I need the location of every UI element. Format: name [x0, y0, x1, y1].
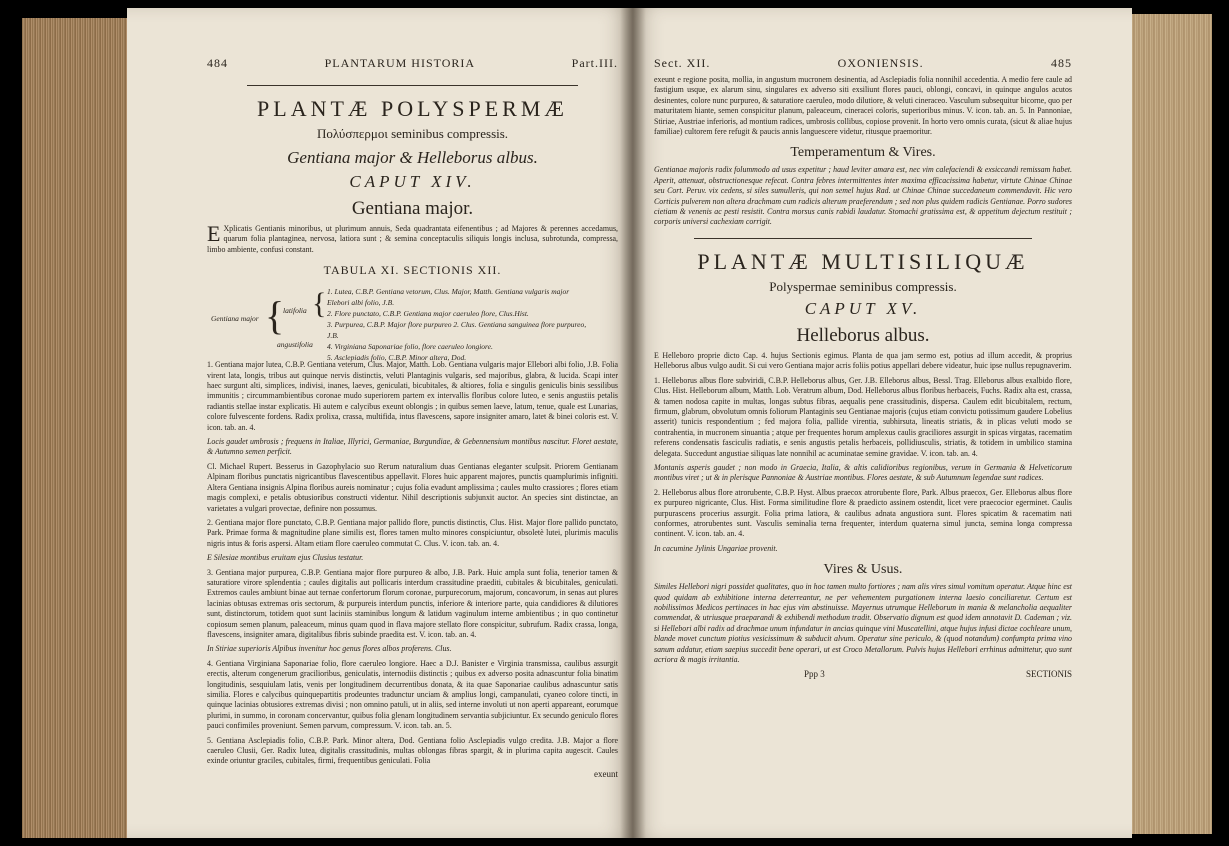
body-paragraph: Similes Hellebori nigri possidet qualitates, quo in hoc tamen multo fortiores ; nam alis vires simul vomitum operatur. Atque hinc est quod quidam ab exhibitione interna deterreantur, ne per vehementem purgationem interna laesio conciliaretur. Certum est nobilissimos Medicos pertinaces in hac ejus vim abstinuisse. Mayernus utrumque Helleborum in mania & melancholia aequaliter commendat, & utriusque praeparandi & exhibendi methodum tradit. Observatio dignum est quod idem annotavit D. Cademan ; viz. si Hellebori albi radix ad drachmae unum infundatur in ancias quinque vini Muscatellini, atque hujus infusi dictae cochleare unum, blande movet cunctum piotius vesicissimum & subducit alvum. Operatur sine periculo, & (quod notandum) confumpta prima vino sanum addatur, etiam saepius succedit bene operari, ut est Croco Metallorum. Pulvis hujus Hellebori errhinus admittetur, quo sunt acriora & magis irritantia.: [654, 582, 1072, 665]
synopsis-items: [327, 286, 592, 363]
drop-cap: E: [207, 221, 221, 246]
intro-paragraph: E Helleboro proprie dicto Cap. 4. hujus Sectionis egimus. Planta de qua jam sermo est, potius ad illum accedit, & proprius Helleborus albus vulgo audit. Si cui vero Gentiana major acris foliis potius appellari debere videatur, huic ipse nullus repugnaverim.: [654, 350, 1072, 371]
body-paragraph: Gentianae majoris radix folummodo ad usus expetitur ; haud leviter amara est, nec vim calefaciendi & exsiccandi remissam habet. Aperit, attenuat, obstructionesque refecat. Contra febres intermittentes inter maxima efficacissima habetur, virtute Chinae Chinae seu Cort. Peruv. vix cedens, si siles sumulleris, qui non semel hujus Rad. ut Chinae Chinae succedaneum commendavit. Hic vero Corticis pulverem non altera drachmam cum radicis alterum praeferendum ; sed non plus quidem radicis Gentianae. Porro sudores cietiam & venenis ac pesti resistit. Contra morsus canis rabidi laudatur. Stomachi gratissima est, & appetitum dejectum restituit ; corporis universi cachexiam corrigit.: [654, 165, 1072, 227]
body-paragraph: 2. Helleborus albus flore atrorubente, C.B.P. Hyst. Albus praecox atrorubente flore, Park. Albus praecox, Ger. Elleborus albus flore ex purpureo nigricante, Clus. Hist. Forma similitudine flore & praedicto assinem ostendit, licet vere praecocior egerminet. Caulis purpurascens procerius assurgit. Folia prima latiora, & caulibus adnata angustiora sunt. Flores spicatim & racematim nati conformes, atrorubentes sunt. Vasculis seminalia terna frequenter, interdum quaterna simul juncta, semina longa compressa continent. V. icon. tab. an. 4.: [654, 487, 1072, 539]
page-edges-right: [1122, 14, 1212, 834]
synopsis-item: 5. Asclepiadis folio, C.B.P. Minor altera, Dod.: [327, 353, 467, 363]
italic-title: Gentiana major & Helleborus albus.: [287, 148, 538, 167]
body-paragraph: 1. Gentiana major lutea, C.B.P. Gentiana veterum, Clus. Major, Matth. Lob. Gentiana vulgaris major Ellebori albi folio, J.B. Folia virent lata, longis, tribus aut quinque nervis distinctis, veluti Plantaginis vulgaris, sed majoribus, glabra, & lucida. Scapi inter haec surgunt alti, simplices, indivisi, inanes, laeves, geniculati, bicubitales, & altiores, folia e singulis geniculis binis sessilibus immunitis ; circummambientibus coronae mudo superiorem partem ex intervallis floribus colore luteo, e senis angustiis petalis radiantis stellae instar explicatis. Hi autem e calycibus exeunt oblongis ; in quibus semen laeve, latum, tenue, quale est Lunarias, colore fulvescente fordens. Radix prolixa, crassa, multifida, intus flavescens, sapore insigniter amaro, latet & binei coloris est. V. icon. tab. an. 4.: [207, 360, 618, 432]
subtitle: Πολύσπερμοι seminibus compressis.: [316, 126, 509, 141]
right-page: [632, 8, 1132, 838]
section-subheading: Vires & Usus.: [823, 562, 903, 578]
brace-icon: {: [312, 287, 327, 321]
intro-paragraph: E Xplicatis Gentianis minoribus, ut plurimum annuis, Seda quadrantata eifenentibus ; ad Majores & perennes accedamus, quarum folia plantaginea, nervosa, latiora sunt ; & semina conceptaculis siliquis longis inclusa, subrotunda, compressa, limbo ambiente, confusi constant.: [207, 221, 618, 254]
body-paragraph: 3. Gentiana major purpurea, C.B.P. Gentiana major flore purpureo & albo, J.B. Park. Huic ampla sunt folia, tenerior tamen & saturatiore virore splendentia ; caules digitalis aut pollicaris interdum crassitudine praediti, cubitales & bicubitales, geniculati. Extremos caules ambiunt binae aut ternae confertorum florum coronae, purpurecorum, majorum, concavorum, in senas aut plures lacinias obtusas extremas oris sectorum, & purpureis interdum punctis, inferiore & interiore parte, quia candidiores & dilutiores sunt, distinctorum, totidem quot sunt laciniis staminibus longum & latidum vaginulum interne ambientibus ; in quo continetur copiosum semen planum, paleaceum, minus quam quod in flava majore stellato flore conspicitur, subrufum. Radix crassa, longa, flavescens, insigniter amara, digitalibus fibris subinde praedita est. V. icon. tab. an. 4.: [207, 567, 618, 639]
caput-label: CAPUT XIV.: [349, 172, 476, 191]
tabula-heading: TABULA XI. SECTIONIS XII.: [323, 263, 502, 278]
body-paragraph: 4. Gentiana Virginiana Saponariae folio, flore caeruleo longiore. Haec a D.J. Banister e Virginia transmissa, caulibus assurgit erectis, alterum congenerum gracilioribus, geniculatis, internodiis distinctis ; quibus ex adverso posita adnascuntur folia binatim longitudinis, sesquiulam latis, venis per longitudinem decurrentibus donata, & ita quae Saponariae caulibus adnascuntur satis similia. Flores e calycibus quinquepartitis prodeuntes tradunctur unciam & amplius longi, campanulati, cyaneo colore tincti, in quinque lacinias obtusiores extremas divisi ; non omnino patuli, ut in aliis, sed interne involuti ut non aperti appareant, eorumque plurimi, in summo, in coronam concervantur, quibus folia glenam longitudinem servantia subjiciuntur. Ex secundo geniculo flores pauci confimiles proveniunt. Semen parvum, compressum. V. icon. tab. an. 5.: [207, 658, 619, 731]
section-heading: Gentiana major.: [351, 198, 474, 219]
subtitle: Polyspermae seminibus compressis.: [769, 278, 957, 294]
synopsis-root: Gentiana major: [211, 314, 259, 324]
body-paragraph: Locis gaudet umbrosis ; frequens in Italiae, Illyrici, Germaniae, Burgundiae, & Gebennensium montibus nascitur. Floret aestate, & Autumno semen perficit.: [207, 437, 618, 457]
brace-icon: {: [265, 293, 285, 339]
body-paragraph: In Stiriae superioris Alpibus invenitur hoc genus flores albos proferens. Clus.: [207, 644, 452, 654]
page-number: 485: [1050, 56, 1072, 70]
body-paragraph: 2. Gentiana major flore punctato, C.B.P. Gentiana major pallido flore, punctis distinctis, Clus. Hist. Major flore pallido punctato, Park. Primae forma & magnitudine plane similis est, flores tamen multo minores conspiciuntur, obsoletè lutei, plurimis maculis nigris intus & foris aspersi. Altam etiam flore caeruleo commutat C. Clus. V. icon. tab. an. 4.: [207, 517, 618, 548]
page-number: 484: [207, 56, 228, 70]
page-footer: [654, 669, 1072, 679]
head-rule: [247, 85, 578, 86]
page-edges-left: [22, 18, 132, 838]
section-heading: Helleborus albus.: [796, 324, 930, 346]
main-title: PLANTÆ POLYSPERMÆ: [257, 96, 568, 121]
synopsis-item: 4. Virginiana Saponariae folio, flore caeruleo longiore.: [327, 342, 493, 352]
synopsis-item: 1. Lutea, C.B.P. Gentiana vetorum, Clus. Major, Matth. Gentiana vulgaris major Elebori albi folio, J.B.: [327, 287, 570, 308]
synopsis-group-angustifolia: angustifolia: [277, 340, 313, 350]
section-subheading: Temperamentum & Vires.: [790, 145, 936, 161]
catchword: exeunt: [594, 768, 618, 779]
caput-label: CAPUT XV.: [804, 298, 922, 318]
section-label: Sect. XII.: [654, 56, 711, 70]
body-paragraph: Montanis asperis gaudet ; non modo in Graecia, Italia, & altis calidioribus regionibus, verum in Germania & Helveticorum montibus viret ; ut & in plerisque Pannoniae & Austriae montibus. Flores aestate, & sub Autumnum legendae sunt radices.: [654, 462, 1072, 483]
synopsis-table: [207, 284, 618, 363]
main-title: PLANTÆ MULTISILIQUÆ: [697, 248, 1029, 274]
body-paragraph: 5. Gentiana Asclepiadis folio, C.B.P. Park. Minor altera, Dod. Gentiana folio Asclepiadis vulgo credita. J.B. Major a flore caeruleo Clusii, Ger. Radix lutea, digitalis crassitudinis, multas oblongas fibras spargit, & in plurima capita augescit. Caules exinde oriuntur graciles, cubitales, firmi, frequentibus geniculati. Folia: [207, 735, 618, 766]
body-paragraph: exeunt e regione posita, mollia, in angustum mucronem desinentia, ad Asclepiadis folia nonnihil accedentia. A medio fere caule ad fastigium usque, ex alarum sinu, singulares ex adverso siti exsiliunt flores pauci, oblongi, concavi, in quinque angulos acutos desinentes, colore nunc purpureo, & saturatiore caeruleo, modo dilutiore, & veluti cineraceo. Vasculum subsequitur bicorne, quo per maturitatem hiante, semen conspicitur planum, paleaceum, cineracei coloris, superioribus minus. V. icon. tab. an. 5. In Pannoniae, Stiriae, Austriae inferioris, ad montium radices, umbrosis collibus, copiose provenit. In horto vero omnis curata, (sicut & aliae hujus familiae) cultorem fere refugit & paucis annis languescere videtur, ritusque praemoritur.: [654, 75, 1072, 137]
running-title: PLANTARUM HISTORIA: [324, 56, 476, 70]
body-paragraph: 1. Helleborus albus flore subviridi, C.B.P. Helleborus albus, Ger. J.B. Elleborus albus, Bessl. Trag. Elleborus albus exalbido flore, Clus. Hist. Helleborum album, Matth. Lob. Veratrum album, Dod. Helleborus albus floribus herbaceis, Fuchs. Radix alta est, crassa, & tamen nodosa capite in multas, longas subtus fibras, aequalis pene crassitudinis, dispersa. Caulem edit bicubitalem, rectum, firmum, glabrum, obvolutum omnis foliorum Plantaginis seu Gentianae majoris (cujus etiam convictu potissimum gaudere Lobelius asserit) tunicis respondentium ; fed majora folia, pallide virentia, subhirsuta, lineatis striatis, & in plicas veluti modo se contrahentia, in mucronem sinuantia ; atque per frequentes horum amplexus caulis graciliores assurgit in spicas virgatas, racematim referens condensatis fasciculis radiatis, e senis angustis petalis herbaceis, pollidiusculis, striatis, & totidem in umbilico stamina delegata. Succedunt angustiae siliquas late nonnihil ac acuminatae semine gravidae. V. icon. tab. an. 4.: [654, 375, 1072, 458]
synopsis-group-latifolia: latifolia: [283, 306, 307, 316]
running-title: OXONIENSIS.: [837, 56, 924, 70]
book-gutter: [620, 8, 646, 838]
book: [22, 8, 1212, 838]
section-rule: [694, 238, 1032, 239]
synopsis-item: 3. Purpurea, C.B.P. Major flore purpureo 2. Clus. Gentiana sanguinea flore purpureo, J.B.: [327, 320, 587, 341]
synopsis-item: 2. Flore punctato, C.B.P. Gentiana major caeruleo flore, Clus.Hist.: [327, 309, 529, 319]
part-label: Part.III.: [571, 56, 618, 70]
catchword: SECTIONIS: [1025, 669, 1072, 680]
left-page: [127, 8, 632, 838]
body-paragraph: E Silesiae montibus eruitam ejus Clusius testatur.: [207, 553, 364, 563]
running-head: [207, 56, 618, 71]
running-head: [654, 56, 1072, 71]
body-paragraph: In cacumine Jylinis Ungariae provenit.: [654, 543, 778, 553]
signature-mark: Ppp 3: [804, 669, 825, 680]
body-paragraph: Cl. Michael Rupert. Besserus in Gazophylacio suo Rerum naturalium duas Gentianas eleganter sculpsit. Priorem Gentianam Alpinam floribus punctatis nigricantibus flavescentibus appellavit. Flores huic apparent majores, punctis quamplurimis infigniti. Altera Gentiana insignis Alpina floribus aureis nominatur ; cujus folia evadunt amplissima ; caules multo crassiores ; flores etiam magis complexi, e petalis obtusioribus constructi videntur. Nihil descriptionis subjunxit auctor. An species sint distinctae, an varietates a vulgari provectae, definire non possumus.: [207, 461, 618, 513]
